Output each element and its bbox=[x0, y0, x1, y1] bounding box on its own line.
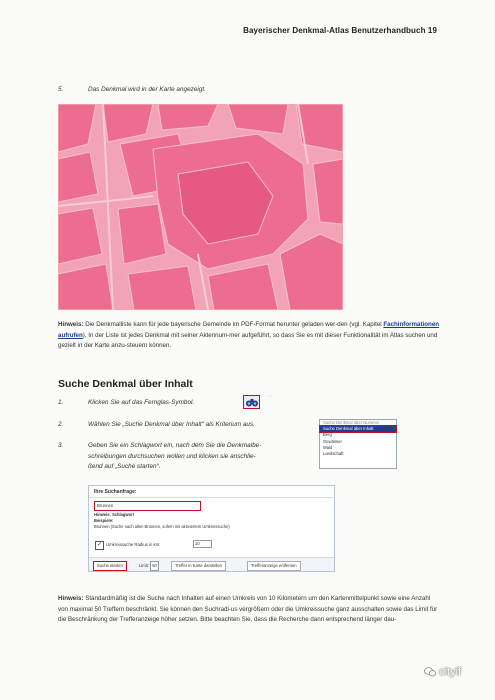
divider bbox=[89, 497, 334, 498]
button-bar bbox=[89, 557, 334, 571]
step-text: Wählen Sie „Suche Denkmal über Inhalt“ als Kriterium aus. bbox=[88, 421, 255, 428]
building bbox=[128, 266, 196, 310]
fachinformationen-link[interactable]: Fachinformationen aufrufen bbox=[58, 321, 440, 339]
limit-label: Limit: bbox=[139, 563, 150, 568]
step-number: 2. bbox=[58, 421, 64, 428]
dropdown-option[interactable]: Berg bbox=[323, 432, 332, 438]
building bbox=[118, 204, 166, 264]
hint-example-label: Beispiele: bbox=[94, 518, 114, 523]
dropdown-option[interactable]: Wald bbox=[323, 444, 333, 450]
search-criteria-dropdown[interactable] bbox=[319, 419, 397, 469]
search-panel-title: Ihre Suchanfrage: bbox=[94, 489, 137, 495]
search-input[interactable]: Brunnen bbox=[94, 501, 201, 511]
running-head: Bayerischer Denkmal-Atlas Benutzerhandbuch 19 bbox=[243, 26, 437, 35]
map-screenshot bbox=[58, 104, 343, 310]
hinweis-paragraph-2 bbox=[58, 594, 440, 626]
hinweis-paragraph-1 bbox=[58, 320, 440, 352]
radius-input[interactable]: 10 bbox=[193, 540, 212, 548]
hinweis-text-before: Die Denkmalliste kann für jede bayerische Gemeinde im PDF-Format herunter geladen wer-den (vgl. Kapitel bbox=[85, 321, 384, 328]
hint-title: Hinweis: Schlagwort bbox=[94, 512, 135, 517]
binoculars-glyph bbox=[245, 397, 259, 408]
show-in-map-button[interactable]: Treffer in Karte darstellen bbox=[171, 561, 226, 571]
watermark-text: cityif bbox=[439, 666, 462, 678]
step-text: Das Denkmal wird in der Karte angezeigt. bbox=[88, 86, 206, 93]
map-graphic bbox=[58, 104, 343, 310]
step-text: Klicken Sie auf das Fernglas-Symbol. bbox=[88, 399, 195, 406]
limit-control bbox=[139, 561, 159, 571]
step-text-line: ßend auf „Suche starten“. bbox=[88, 463, 161, 470]
watermark bbox=[424, 666, 461, 678]
dropdown-option[interactable]: Landschaft bbox=[323, 450, 344, 456]
limit-input[interactable]: 50 bbox=[150, 561, 159, 571]
hint-example-text: Brunnen (Suche nach allen Brunnen, sofern mit aktiviertem Umkreissuche) bbox=[94, 524, 230, 529]
step-text-line: Geben Sie ein Schlagwort ein, nach dem Sie die Denkmalbe- bbox=[88, 442, 262, 449]
hinweis-label: Hinweis: bbox=[58, 321, 84, 328]
dropdown-option[interactable]: Suche Denkmal über Nummer bbox=[323, 420, 380, 425]
binoculars-icon[interactable] bbox=[243, 395, 260, 409]
step-text-line: schreibungen durchsuchen wollen und klicken sie anschlie- bbox=[88, 452, 256, 460]
watermark-logo-icon bbox=[424, 667, 436, 677]
radius-checkbox-label: Umkreissuche Radius in km: bbox=[106, 542, 161, 547]
step-number: 5. bbox=[58, 86, 64, 93]
section-title: Suche Denkmal über Inhalt bbox=[58, 378, 193, 390]
search-panel bbox=[88, 485, 335, 572]
hinweis-label: Hinweis: bbox=[58, 595, 84, 602]
step-number: 1. bbox=[58, 399, 64, 406]
step-number: 3. bbox=[58, 442, 64, 449]
radius-checkbox[interactable]: ✓ bbox=[96, 542, 103, 548]
dropdown-option[interactable]: Gewässer bbox=[323, 438, 342, 444]
hinweis-text: Standardmäßig ist die Suche nach Inhalten auf einen Umkreis von 10 Kilometern um den Kartenmittelpunkt sowie eine Anzahl von maximal 50 Treffern beschränkt. Sie können den Suchradi-us vergrößern oder die Umkreissuche ganz ausschalten sowie das Limit für die Beschränkung der Trefferanzeige höher setzen. Bitte beachten Sie, dass die Recherche dann entsprechend länger dau- bbox=[58, 595, 438, 623]
remove-results-button[interactable]: Trefferanzeige entfernen bbox=[247, 561, 301, 571]
dropdown-option-selected[interactable]: Suche Denkmal über Inhalt bbox=[320, 426, 396, 432]
hinweis-text-after: ). In der Liste ist jedes Denkmal mit seiner Aktennum-mer aufgeführt, so dass Sie es mit dieser Funktionalität im Atlas suchen und gezielt in der Karte anzu-steuern können. bbox=[58, 331, 438, 349]
start-search-button[interactable]: Suche starten bbox=[93, 561, 127, 571]
